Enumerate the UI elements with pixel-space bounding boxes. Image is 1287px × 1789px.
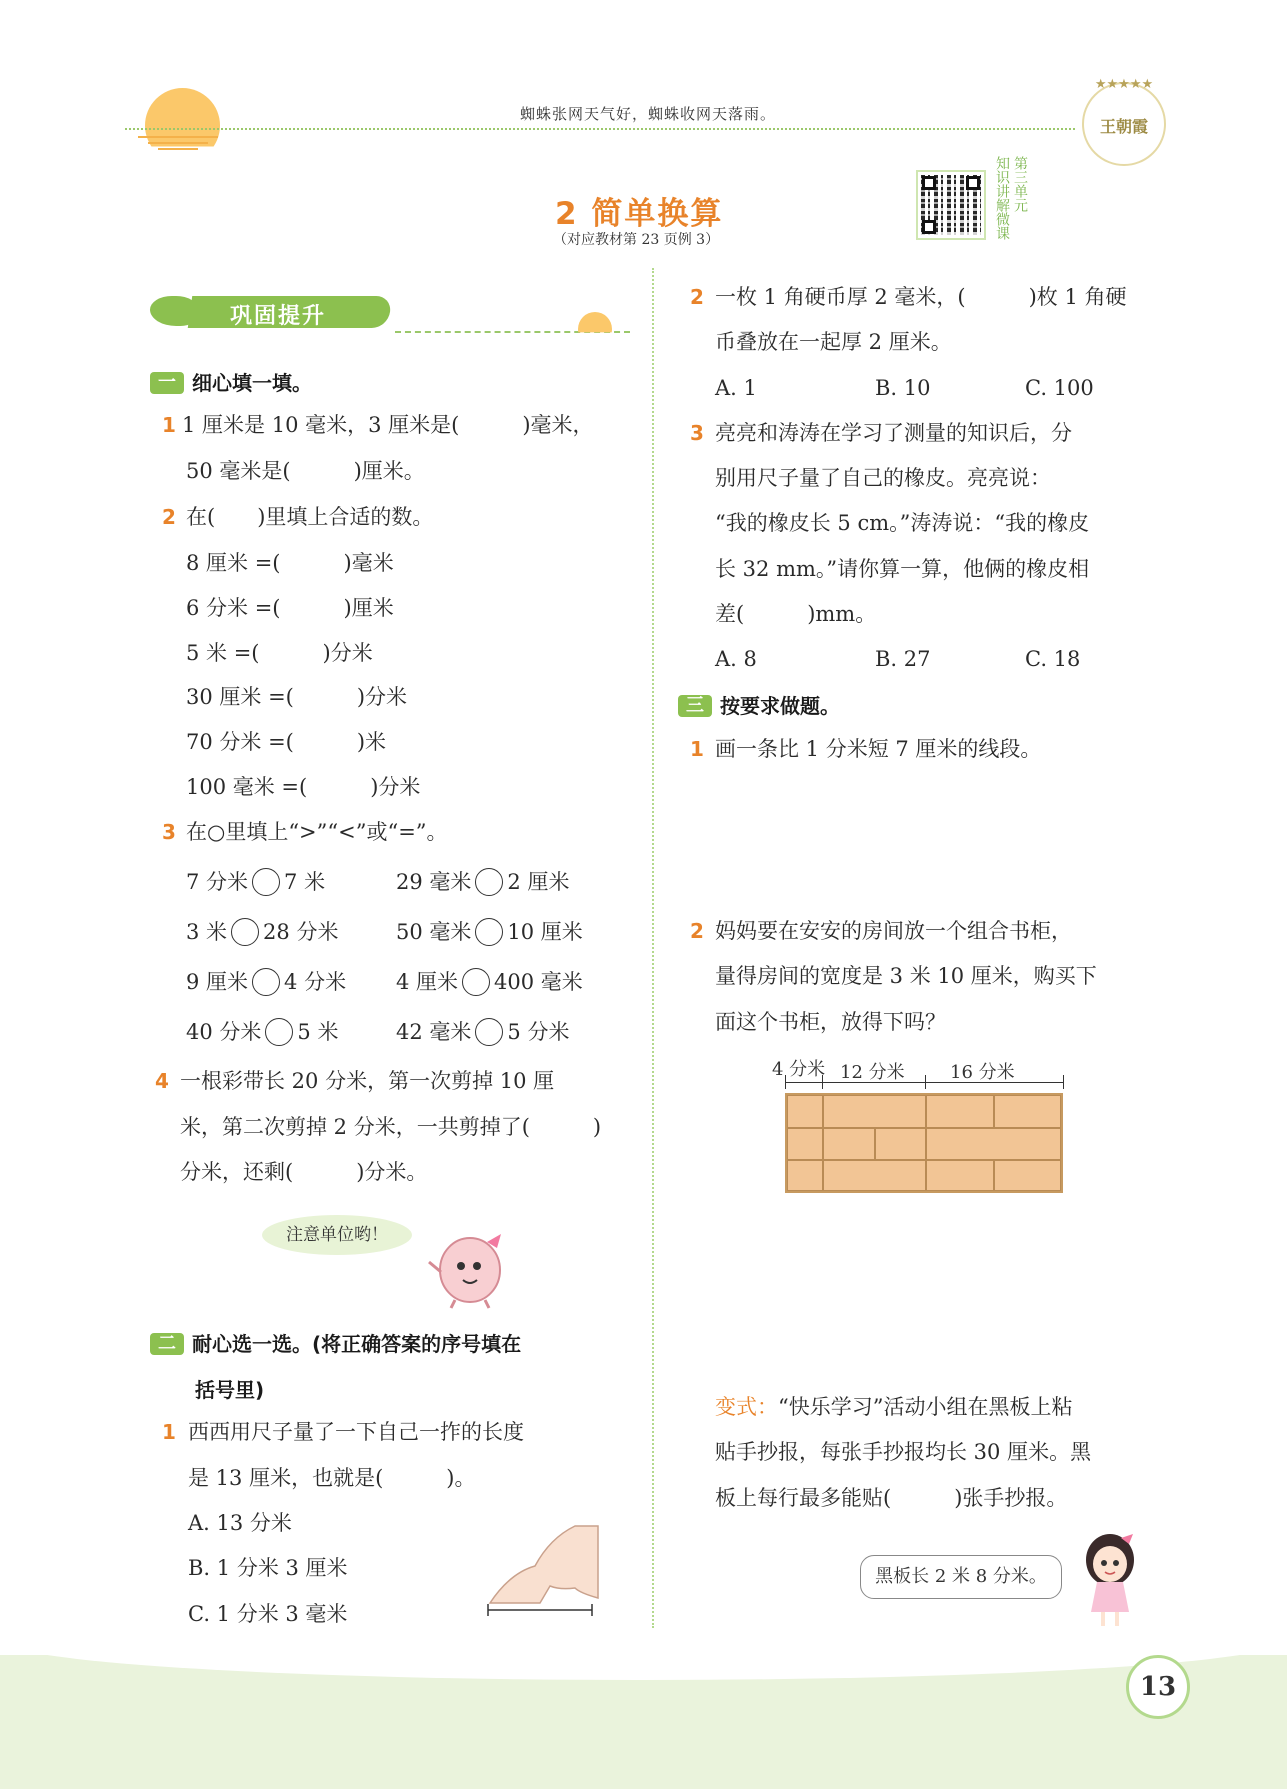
section-title: 按要求做题。 xyxy=(720,694,840,718)
question-text: 在( )里填上合适的数。 xyxy=(186,505,434,529)
question-text: 妈妈要在安安的房间放一个组合书柜， xyxy=(715,919,1072,943)
variant-text: 贴手抄报，每张手抄报均长 30 厘米。黑 xyxy=(715,1440,1092,1464)
question-text: 分米，还剩( )分米。 xyxy=(180,1160,428,1184)
question-text: 量得房间的宽度是 3 米 10 厘米，购买下 xyxy=(715,964,1097,988)
unit-label: 第三单元 xyxy=(1012,156,1028,212)
compare-circle[interactable] xyxy=(265,1018,293,1046)
section-badge: 一 xyxy=(150,372,184,394)
question-text: 米，第二次剪掉 2 分米，一共剪掉了( ) xyxy=(180,1115,602,1139)
question-text: 差( )mm。 xyxy=(715,602,877,626)
dimension-tick xyxy=(785,1075,786,1089)
publisher-logo xyxy=(1082,77,1166,166)
compare-circle[interactable] xyxy=(475,918,503,946)
question-text: 一根彩带长 20 分米，第一次剪掉 10 厘 xyxy=(180,1069,555,1093)
header-divider xyxy=(125,128,1075,130)
compare-item: 29 毫米 2 厘米 xyxy=(396,870,570,894)
question-text: 画一条比 1 分米短 7 厘米的线段。 xyxy=(715,737,1042,761)
compare-circle[interactable] xyxy=(475,1018,503,1046)
question-text: 1 厘米是 10 毫米，3 厘米是( )毫米， xyxy=(182,413,594,437)
question-number: 4 xyxy=(155,1069,169,1093)
compare-circle[interactable] xyxy=(252,968,280,996)
section-badge: 三 xyxy=(678,695,712,717)
question-number: 3 xyxy=(162,820,176,844)
question-number: 2 xyxy=(690,919,704,943)
qr-code-icon[interactable] xyxy=(916,170,986,240)
question-text: 长 32 mm。”请你算一算，他俩的橡皮相 xyxy=(715,557,1090,581)
fill-item: 30 厘米 =( )分米 xyxy=(186,685,408,709)
compare-item: 50 毫米 10 厘米 xyxy=(396,920,583,944)
section-banner xyxy=(150,290,390,332)
question-number: 2 xyxy=(690,285,704,309)
option-a: A. 13 分米 xyxy=(188,1511,292,1535)
option-c: C. 18 xyxy=(1025,647,1081,671)
girl-character-icon xyxy=(1075,1530,1145,1630)
fill-item: 70 分米 =( )米 xyxy=(186,730,387,754)
compare-item: 7 分米 7 米 xyxy=(186,870,326,894)
question-text: 币叠放在一起厚 2 厘米。 xyxy=(715,330,952,354)
section-title-cont: 括号里) xyxy=(195,1378,265,1402)
question-text: 西西用尺子量了一下自己一拃的长度 xyxy=(188,1420,524,1444)
compare-circle[interactable] xyxy=(475,868,503,896)
dimension-tick xyxy=(1063,1075,1064,1089)
question-text: 亮亮和涛涛在学习了测量的知识后，分 xyxy=(715,421,1072,445)
lesson-title: 2 简单换算 xyxy=(555,196,724,232)
dimension-tick xyxy=(822,1075,823,1089)
question-text: 是 13 厘米，也就是( )。 xyxy=(188,1466,476,1490)
compare-circle[interactable] xyxy=(252,868,280,896)
option-c: C. 100 xyxy=(1025,376,1094,400)
section-badge: 二 xyxy=(150,1333,184,1355)
cartoon-character-icon xyxy=(425,1222,515,1310)
option-c: C. 1 分米 3 毫米 xyxy=(188,1602,348,1626)
column-divider xyxy=(652,268,654,1628)
variant-label: 变式： xyxy=(715,1395,778,1419)
dim-label: 4 分米 xyxy=(772,1059,826,1080)
question-number: 1 xyxy=(162,1420,176,1444)
option-b: B. 27 xyxy=(875,647,931,671)
question-number: 1 xyxy=(690,737,704,761)
compare-item: 3 米 28 分米 xyxy=(186,920,339,944)
section-three-heading xyxy=(678,690,840,719)
small-sun-icon xyxy=(578,312,612,346)
sun-reflection-lines xyxy=(125,132,230,154)
compare-circle[interactable] xyxy=(462,968,490,996)
option-a: A. 1 xyxy=(715,376,757,400)
fill-item: 100 毫米 =( )分米 xyxy=(186,775,421,799)
variant-text: 板上每行最多能贴( )张手抄报。 xyxy=(715,1486,1068,1510)
section-title: 耐心选一选。(将正确答案的序号填在 xyxy=(192,1332,522,1356)
micro-lesson-label: 知识讲解微课 xyxy=(994,156,1010,240)
dim-label: 12 分米 xyxy=(840,1062,905,1083)
hint-bubble: 黑板长 2 米 8 分米。 xyxy=(860,1555,1062,1599)
fill-item: 5 米 =( )分米 xyxy=(186,641,373,665)
compare-item: 9 厘米 4 分米 xyxy=(186,970,347,994)
banner-label: 巩固提升 xyxy=(230,304,327,329)
hint-bubble: 注意单位哟！ xyxy=(262,1215,412,1255)
compare-item: 4 厘米 400 毫米 xyxy=(396,970,583,994)
question-number: 2 xyxy=(162,505,176,529)
logo-text: 王朝霞 xyxy=(1099,117,1148,136)
dim-label: 16 分米 xyxy=(950,1062,1015,1083)
question-text: “我的橡皮长 5 cm。”涛涛说：“我的橡皮 xyxy=(715,511,1090,535)
fill-item: 6 分米 =( )厘米 xyxy=(186,596,394,620)
question-text: 别用尺子量了自己的橡皮。亮亮说： xyxy=(715,466,1051,490)
section-two-heading xyxy=(150,1328,521,1357)
dimension-tick xyxy=(925,1075,926,1089)
option-b: B. 1 分米 3 厘米 xyxy=(188,1556,348,1580)
page-number: 13 xyxy=(1126,1655,1190,1719)
compare-item: 42 毫米 5 分米 xyxy=(396,1020,570,1044)
compare-item: 40 分米 5 米 xyxy=(186,1020,339,1044)
dimension-line xyxy=(785,1082,1063,1083)
logo-stars: ★★★★★ xyxy=(1094,77,1154,92)
section-one-heading xyxy=(150,367,312,396)
variant-text: 变式：“快乐学习”活动小组在黑板上粘 xyxy=(715,1395,1073,1419)
bookcase-image xyxy=(785,1093,1063,1193)
question-text: 一枚 1 角硬币厚 2 毫米，( )枚 1 角硬 xyxy=(715,285,1127,309)
question-text: 在○里填上“>”“<”或“=”。 xyxy=(186,820,448,844)
hand-span-icon xyxy=(480,1518,600,1618)
header-motto: 蜘蛛张网天气好，蜘蛛收网天落雨。 xyxy=(520,105,777,123)
option-a: A. 8 xyxy=(715,647,757,671)
question-text: 面这个书柜，放得下吗？ xyxy=(715,1010,946,1034)
option-b: B. 10 xyxy=(875,376,931,400)
compare-circle[interactable] xyxy=(231,918,259,946)
whale-icon xyxy=(150,296,198,326)
question-number: 1 xyxy=(162,413,176,437)
question-text: 50 毫米是( )厘米。 xyxy=(186,459,425,483)
fill-item: 8 厘米 =( )毫米 xyxy=(186,551,394,575)
question-number: 3 xyxy=(690,421,704,445)
section-title: 细心填一填。 xyxy=(192,371,312,395)
lesson-subtitle: （对应教材第 23 页例 3） xyxy=(553,232,720,248)
